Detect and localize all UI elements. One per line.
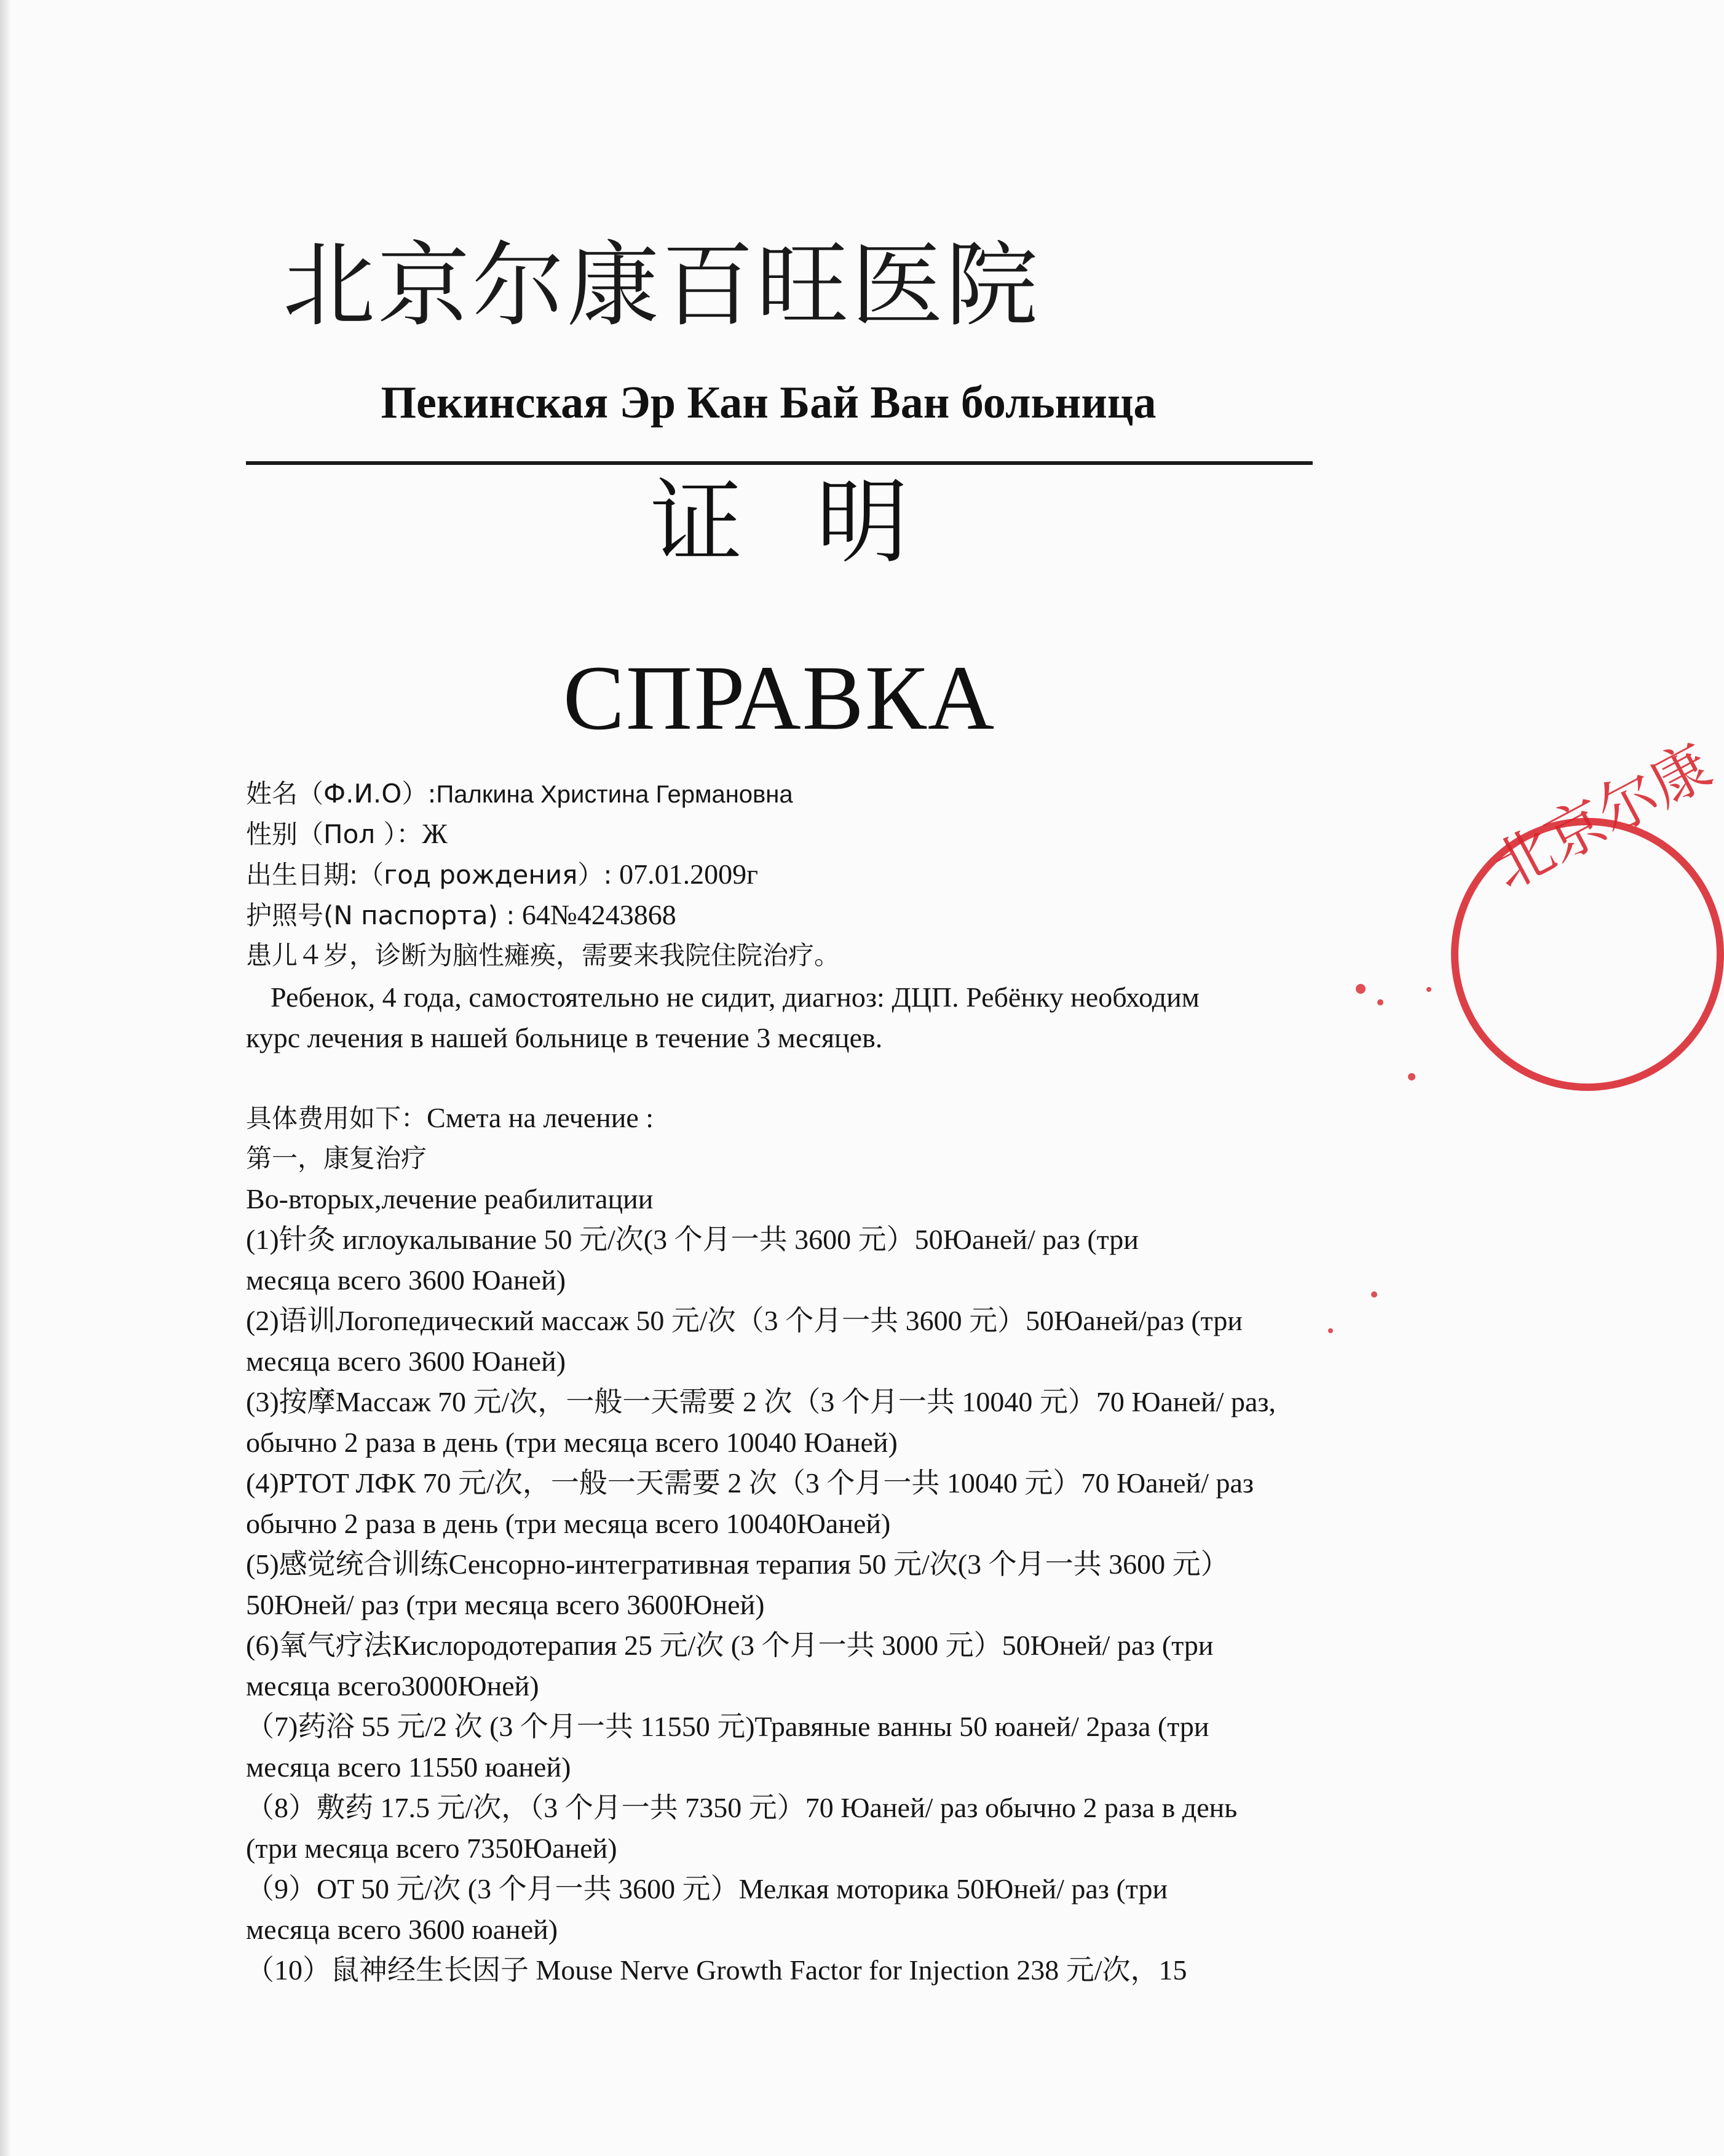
patient-passport-label: 护照号(N паспорта) : (246, 900, 515, 930)
patient-sex-label: 性别（Пол ）： (246, 819, 422, 849)
patient-name-label: 姓名（Ф.И.О）: (246, 779, 437, 809)
ink-speck (1356, 984, 1366, 994)
cost-item-1-line2: месяца всего 3600 Юаней) (246, 1264, 566, 1296)
ink-speck (1328, 1328, 1333, 1333)
patient-name-row (246, 774, 1328, 814)
patient-name-value: Палкина Христина Германовна (436, 781, 793, 808)
patient-dob-row (246, 855, 1328, 895)
cost-item-10-line1: （10）鼠神经生长因子 Mouse Nerve Growth Factor for Injection 238 元/次，15 (246, 1954, 1187, 1986)
cost-heading-chinese: 具体费用如下： (246, 1103, 427, 1133)
cost-item-3-line1: (3)按摩Массаж 70 元/次，一般一天需要 2 次（3 个月一共 10040 元）70 Юаней/ раз, (246, 1386, 1276, 1417)
diagnosis-russian-line1: Ребенок, 4 года, самостоятельно не сидит, диагноз: ДЦП. Ребёнку необходим (271, 981, 1200, 1013)
ink-speck (1377, 999, 1383, 1005)
certificate-title-chinese: 证明 (650, 469, 983, 576)
ink-speck (1371, 1291, 1377, 1298)
cost-item-6-line2: месяца всего3000Юней) (246, 1670, 539, 1702)
patient-sex-value: Ж (422, 818, 448, 849)
diagnosis-chinese: 患儿４岁，诊断为脑性瘫痪，需要来我院住院治疗。 (246, 940, 840, 970)
section-second-russian: Во-вторых,лечение реабилитации (246, 1183, 654, 1215)
patient-passport-row (246, 895, 1328, 935)
cost-item-4-line2: обычно 2 раза в день (три месяца всего 10040Юаней) (246, 1508, 891, 1539)
cost-item-8-line1: （8）敷药 17.5 元/次，（3 个月一共 7350 元）70 Юаней/ раз обычно 2 раза в день (246, 1792, 1238, 1823)
cost-item-9-line1: （9）OT 50 元/次 (3 个月一共 3600 元）Мелкая моторика 50Юней/ раз (три (246, 1873, 1168, 1904)
ink-speck (1408, 1073, 1415, 1080)
cost-item-5-line2: 50Юней/ раз (три месяца всего 3600Юней) (246, 1589, 765, 1620)
hospital-name-chinese: 北京尔康百旺医院 (283, 232, 1041, 339)
cost-item-1-line1: (1)针灸 иглоукалывание 50 元/次(3 个月一共 3600 元）50Юаней/ раз (три (246, 1224, 1139, 1255)
cost-item-2-line2: месяца всего 3600 Юаней) (246, 1346, 566, 1377)
patient-dob-value: 07.01.2009г (619, 858, 758, 890)
hospital-seal-text: 北京尔康 (1481, 731, 1723, 903)
cost-item-2-line1: (2)语训Логопедический массаж 50 元/次（3 个月一共 3600 元）50Юаней/раз (три (246, 1305, 1243, 1336)
hospital-name-russian: Пекинская Эр Кан Бай Ван больница (381, 378, 1157, 428)
cost-item-3-line2: обычно 2 раза в день (три месяца всего 10040 Юаней) (246, 1427, 898, 1458)
certificate-title-russian: СПРАВКА (563, 647, 996, 749)
cost-item-4-line1: (4)PTOT ЛФК 70 元/次，一般一天需要 2 次（3 个月一共 10040 元）70 Юаней/ раз (246, 1467, 1254, 1499)
cost-item-6-line1: (6)氧气疗法Кислородотерапия 25 元/次 (3 个月一共 3000 元）50Юней/ раз (три (246, 1630, 1214, 1661)
cost-item-8-line2: (три месяца всего 7350Юаней) (246, 1833, 617, 1864)
patient-dob-label: 出生日期:（год рождения）: (246, 860, 612, 890)
section-first-chinese: 第一，康复治疗 (246, 1143, 427, 1173)
diagnosis-russian-line2: курс лечения в нашей больнице в течение 3 месяцев. (246, 1022, 883, 1053)
cost-heading-russian: Смета на лечение : (427, 1102, 654, 1133)
cost-item-5-line1: (5)感觉统合训练Сенсорно-интегративная терапия 50 元/次(3 个月一共 3600 元） (246, 1548, 1229, 1580)
header-divider (246, 461, 1313, 465)
cost-item-9-line2: месяца всего 3600 юаней) (246, 1914, 558, 1945)
patient-sex-row (246, 814, 1328, 854)
ink-speck (1426, 987, 1431, 992)
cost-item-7-line2: месяца всего 11550 юаней) (246, 1751, 571, 1783)
scan-edge-shadow (0, 0, 11, 2156)
cost-item-7-line1: （7)药浴 55 元/2 次 (3 个月一共 11550 元)Травяные ванны 50 юаней/ 2раза (три (246, 1711, 1209, 1742)
patient-passport-value: 64№4243868 (521, 899, 676, 930)
cost-heading (246, 1098, 1328, 1138)
